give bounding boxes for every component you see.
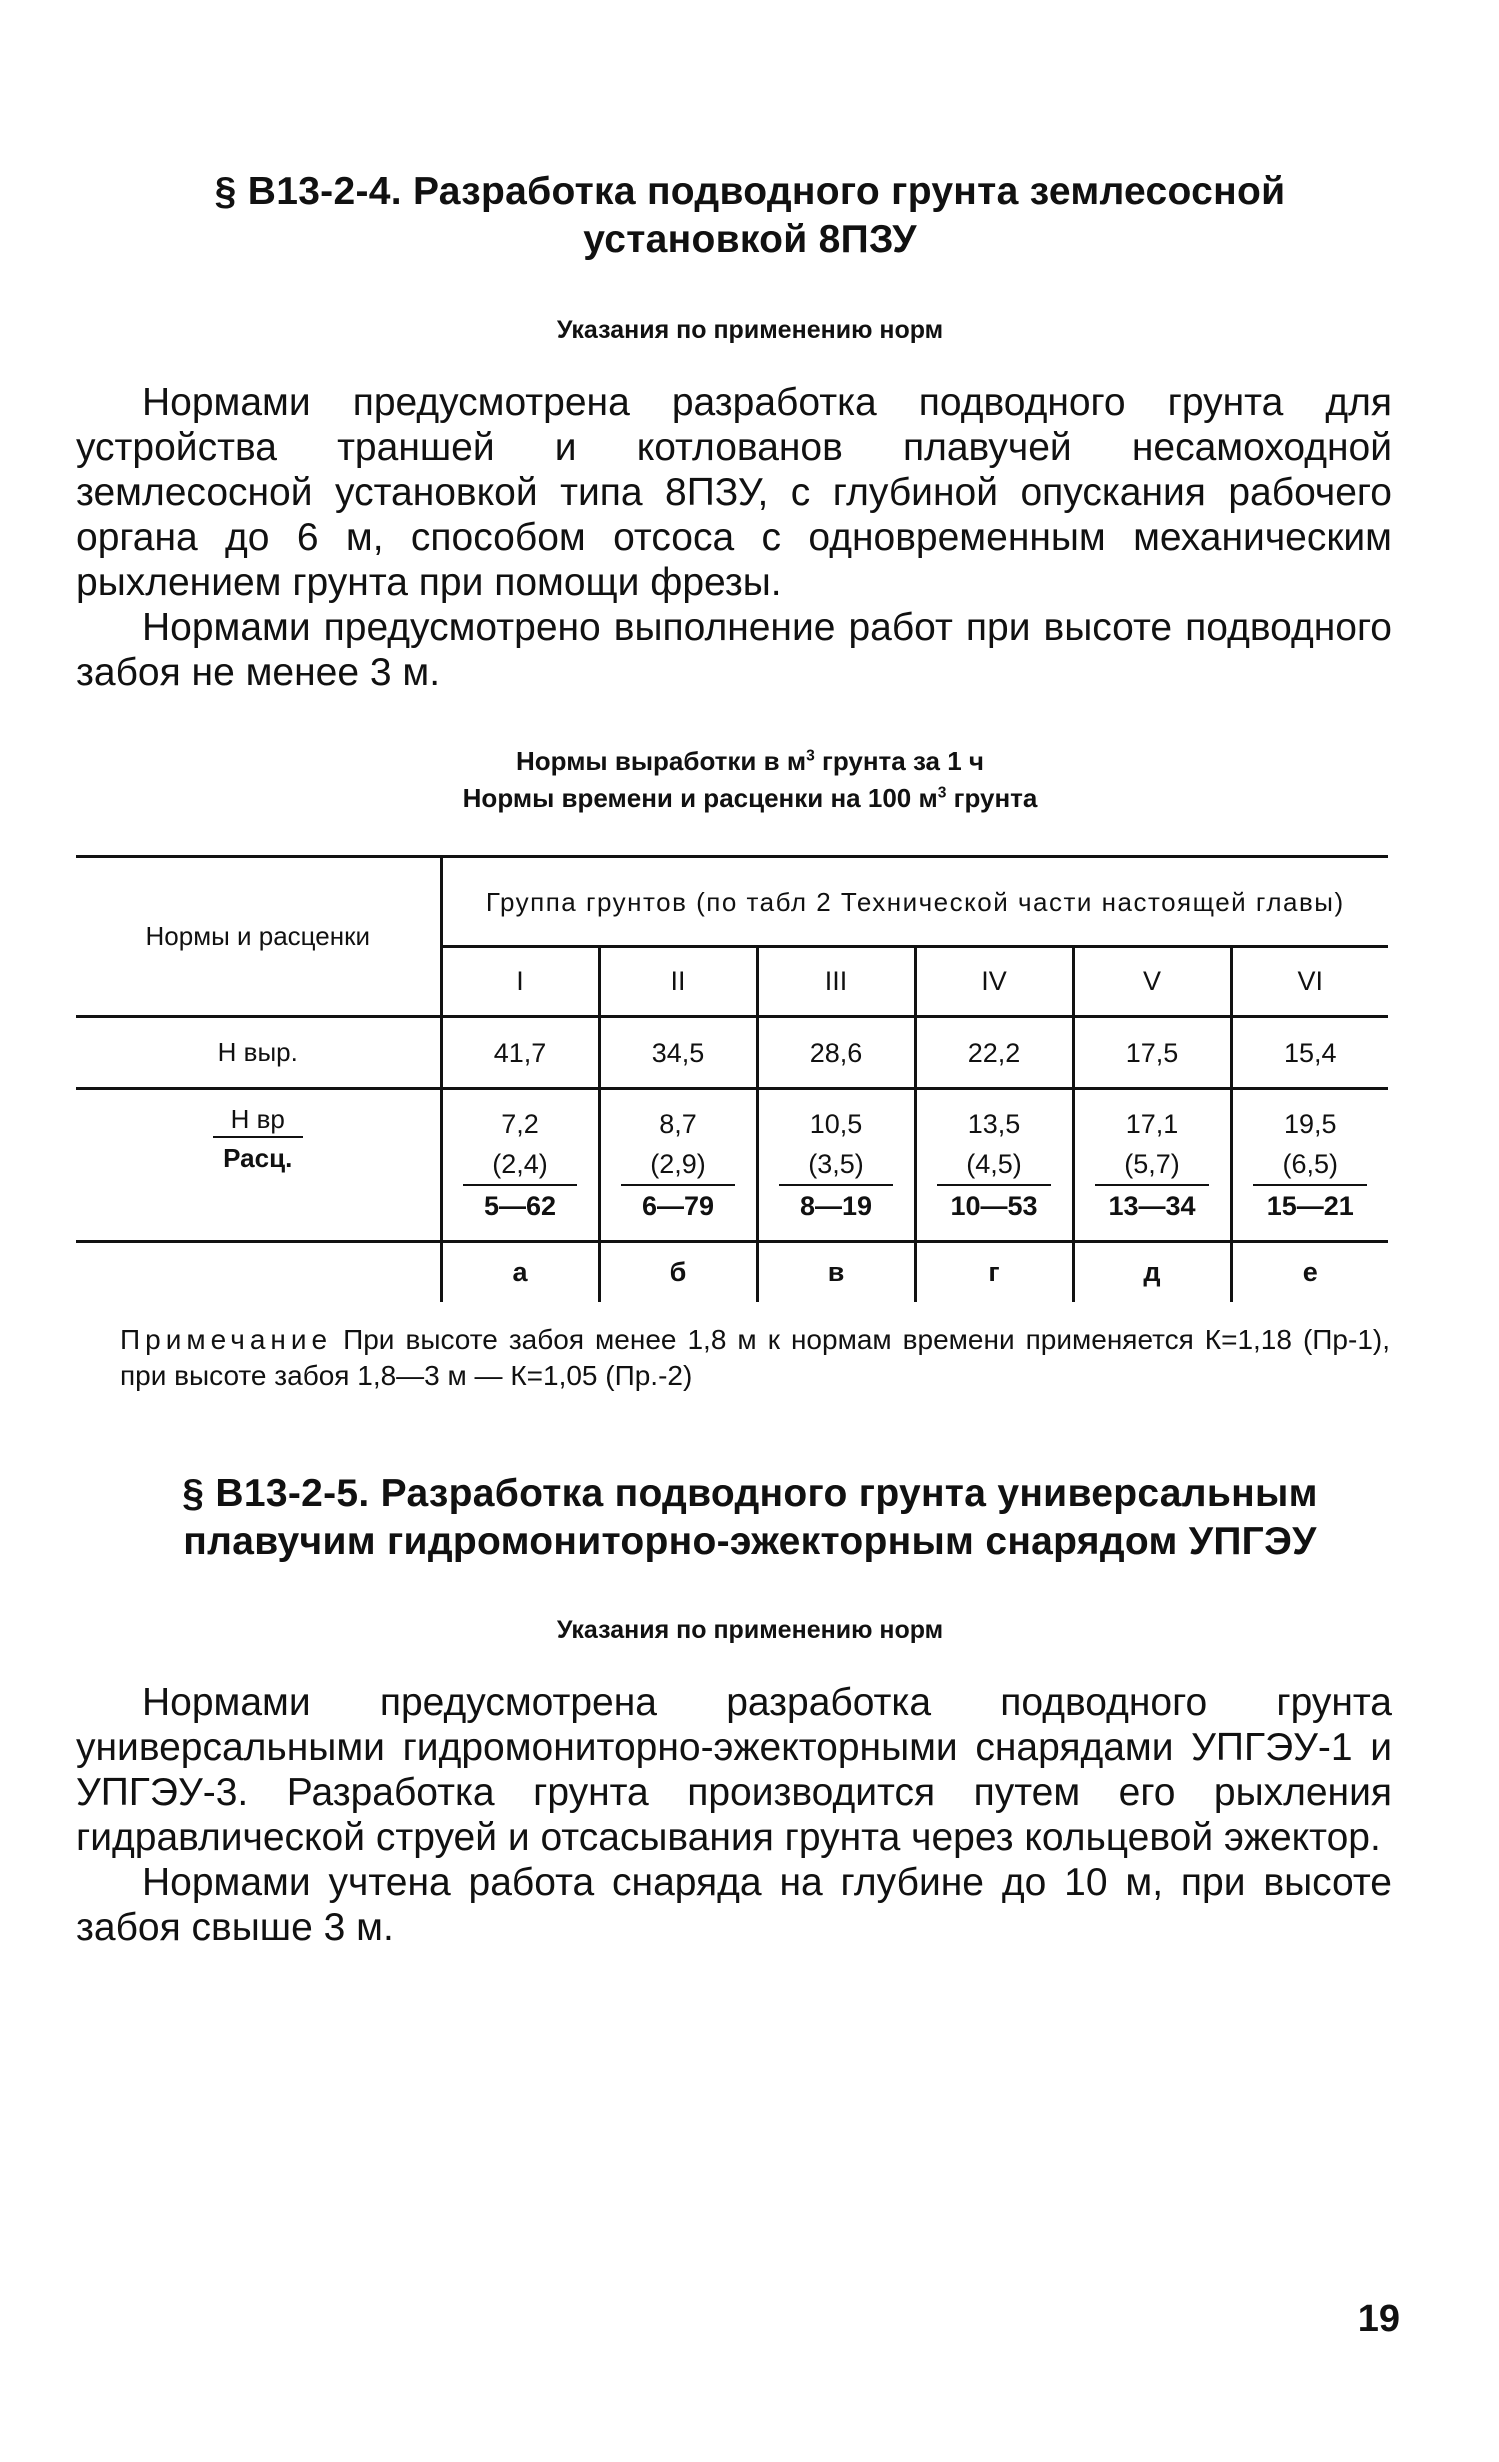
time-price-label: [76, 1089, 441, 1242]
time-price-cell: [1231, 1089, 1388, 1242]
section-body: [76, 380, 1392, 695]
time-paren-value: (5,7): [1095, 1144, 1209, 1186]
price-value: 13—34: [1108, 1191, 1196, 1221]
column-letter: е: [1231, 1242, 1388, 1302]
column-header: III: [757, 947, 915, 1017]
price-value: 5—62: [483, 1191, 557, 1221]
empty-cell: [76, 1242, 441, 1302]
norms-table: [76, 855, 1388, 1302]
column-letters-row: [76, 1242, 1388, 1302]
time-paren-value: (2,9): [621, 1144, 735, 1186]
table-caption: [120, 743, 1380, 817]
caption-line: [120, 780, 1380, 817]
caption-text: грунта: [946, 783, 1038, 813]
output-value: 22,2: [915, 1017, 1073, 1089]
output-value: 28,6: [757, 1017, 915, 1089]
price-label: Расц.: [223, 1143, 293, 1173]
time-price-cell: [1073, 1089, 1231, 1242]
price-value: 10—53: [950, 1191, 1038, 1221]
column-header: VI: [1231, 947, 1388, 1017]
column-letter: а: [441, 1242, 599, 1302]
price-value: 8—19: [799, 1191, 873, 1221]
time-price-cell: [599, 1089, 757, 1242]
time-paren-value: (6,5): [1253, 1144, 1367, 1186]
superscript-three: 3: [806, 747, 815, 765]
table-note: [120, 1322, 1390, 1394]
time-price-cell: [915, 1089, 1073, 1242]
time-value: 13,5: [967, 1109, 1021, 1139]
output-label: Н выр.: [76, 1017, 441, 1089]
section-title-line: установкой 8ПЗУ: [583, 218, 917, 261]
price-value: 15—21: [1266, 1191, 1354, 1221]
time-value: 19,5: [1283, 1109, 1337, 1139]
paragraph: Нормами учтена работа снаряда на глубине до 10 м, при высоте забоя свыше 3 м.: [76, 1861, 1392, 1949]
time-value: 7,2: [501, 1109, 539, 1139]
time-price-cell: [441, 1089, 599, 1242]
time-value: 17,1: [1125, 1109, 1179, 1139]
output-norms-row: [76, 1017, 1388, 1089]
output-value: 34,5: [599, 1017, 757, 1089]
column-header: I: [441, 947, 599, 1017]
row-header-cell: Нормы и расценки: [76, 857, 441, 1017]
column-letter: г: [915, 1242, 1073, 1302]
time-value: 8,7: [659, 1109, 697, 1139]
output-value: 15,4: [1231, 1017, 1388, 1089]
table-header-row: [76, 857, 1388, 947]
caption-line: [120, 743, 1380, 780]
column-header: II: [599, 947, 757, 1017]
output-value: 17,5: [1073, 1017, 1231, 1089]
note-label: Примечание: [120, 1324, 333, 1355]
time-paren-value: (3,5): [779, 1144, 893, 1186]
column-letter: в: [757, 1242, 915, 1302]
column-header: V: [1073, 947, 1231, 1017]
instructions-heading: Указания по применению норм: [556, 1616, 944, 1644]
column-letter: б: [599, 1242, 757, 1302]
superscript-three: 3: [937, 784, 947, 802]
time-label: Н вр: [213, 1102, 303, 1138]
paragraph: Нормами предусмотрена разработка подводного грунта универсальными гидромониторно-эжекторными снарядами УПГЭУ-1 и УПГЭУ-3. Разработка грунта производится путем его рыхления гидравлической струей и отсасывания грунта через кольцевой эжектор.: [76, 1681, 1392, 1859]
instructions-heading: Указания по применению норм: [556, 316, 944, 344]
section-title-line: § В13-2-4. Разработка подводного грунта землесосной: [214, 170, 1286, 213]
section-title-b13-2-5: [120, 1470, 1380, 1566]
caption-text: Нормы времени и расценки на 100 м: [462, 783, 938, 813]
paragraph: Нормами предусмотрена разработка подводного грунта для устройства траншей и котлованов плавучей несамоходной землесосной установкой типа 8ПЗУ, с глубиной опускания рабочего органа до 6 м, способом отсоса с одновременным механическим рыхлением грунта при помощи фрезы.: [76, 381, 1392, 604]
time-and-price-row: [76, 1089, 1388, 1242]
time-paren-value: (2,4): [463, 1144, 577, 1186]
section-title-line: плавучим гидромониторно-эжекторным снарядом УПГЭУ: [183, 1520, 1317, 1563]
section-title-line: § В13-2-5. Разработка подводного грунта универсальным: [182, 1472, 1318, 1515]
group-header-cell: Группа грунтов (по табл 2 Технической части настоящей главы): [441, 857, 1388, 947]
time-price-cell: [757, 1089, 915, 1242]
paragraph: Нормами предусмотрено выполнение работ при высоте подводного забоя не менее 3 м.: [76, 606, 1392, 694]
time-paren-value: (4,5): [937, 1144, 1051, 1186]
time-value: 10,5: [809, 1109, 863, 1139]
price-value: 6—79: [641, 1191, 715, 1221]
note-text: При высоте забоя менее 1,8 м к нормам времени применяется К=1,18 (Пр-1), при высоте забоя 1,8—3 м — К=1,05 (Пр.-2): [120, 1324, 1390, 1391]
output-value: 41,7: [441, 1017, 599, 1089]
section-body: [76, 1680, 1392, 1950]
column-letter: д: [1073, 1242, 1231, 1302]
caption-text: грунта за 1 ч: [814, 746, 984, 776]
column-header: IV: [915, 947, 1073, 1017]
section-title-b13-2-4: [120, 168, 1380, 264]
caption-text: Нормы выработки в м: [516, 746, 807, 776]
page-number: 19: [1357, 2298, 1400, 2340]
